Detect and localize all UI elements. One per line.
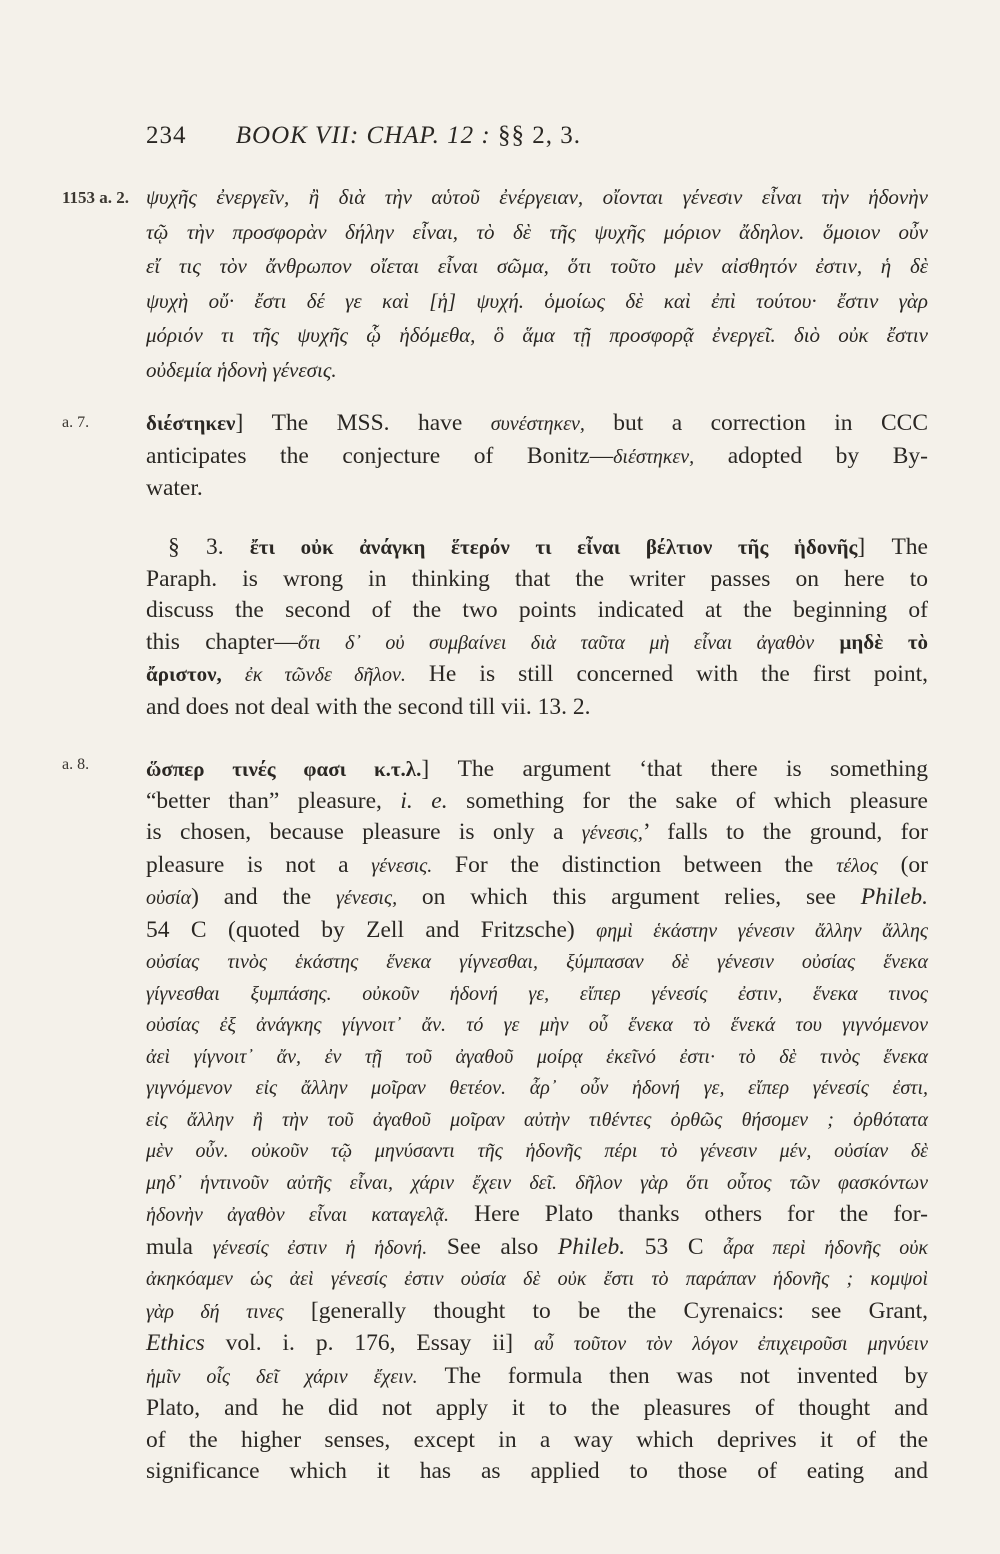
lemma: ἄριστον, xyxy=(146,662,222,686)
margin-reference: 1153 a. 2. xyxy=(62,188,130,207)
note-line xyxy=(146,1232,928,1265)
lemma: ὥσπερ τινές φασι κ.τ.λ. xyxy=(146,757,422,781)
note-line: Plato, and he did not apply it to the pleasures of thought and xyxy=(146,1395,928,1421)
note-text: [generally thought to be the Cyrenaics: see Grant, xyxy=(283,1297,928,1324)
italic-text: Phileb. xyxy=(557,1233,626,1260)
note-text: adopted by By- xyxy=(694,442,929,469)
note-line: ἀεὶ γίγνοιτ᾽ ἄν, ἐν τῇ τοῦ ἀγαθοῦ μοίρᾳ ἐκεῖνό ἐστι· τὸ δὲ τινὸς ἕνεκα xyxy=(146,1045,928,1068)
note-line: γιγνόμενον εἰς ἄλλην μοῖραν θετέον. ἆρ᾽ οὖν ἡδονή γε, εἴπερ γένεσίς ἐστι, xyxy=(146,1077,928,1099)
note-text: He is still concerned with the first point, xyxy=(405,661,928,687)
note-line xyxy=(146,1199,928,1232)
note-line: of the higher senses, except in a way which deprives it of the xyxy=(146,1426,928,1453)
note-text: this chapter— xyxy=(146,628,298,655)
commentary-note xyxy=(146,408,928,505)
greek-quotation xyxy=(146,180,928,387)
commentary-note xyxy=(146,754,928,1488)
margin-reference: a. 7. xyxy=(62,414,90,431)
note-text: ] The argument ‘that there is something xyxy=(421,756,928,782)
note-line xyxy=(146,408,928,441)
note-text: 54 C (quoted by Zell and Fritzsche) xyxy=(146,916,597,943)
note-line: μηδ᾽ ἡντινοῦν αὐτῆς εἶναι, χάριν ἔχειν δεῖ. δῆλον γὰρ ὅτι οὗτος τῶν φασκόντων xyxy=(146,1171,928,1194)
note-line: μὲν οὖν. οὐκοῦν τῷ μηνύσαντι τῆς ἡδονῆς πέρι τὸ γένεσιν μέν, οὐσίαν δὲ xyxy=(146,1140,928,1162)
note-text: The formula then was not invented by xyxy=(417,1362,928,1389)
note-line: γίγνεσθαι ξυμπάσης. οὐκοῦν ἡδονή γε, εἴπερ γένεσίς ἐστιν, ἕνεκα τινος xyxy=(146,982,928,1005)
greek-text: γένεσις, xyxy=(336,887,398,909)
note-line: ἀκηκόαμεν ὡς ἀεὶ γένεσίς ἐστιν οὐσία δὲ οὐκ ἔστι τὸ παράπαν ἡδονῆς ; κομψοὶ xyxy=(146,1268,928,1290)
quote-line: τῷ τὴν προσφορὰν δήλην εἶναι, τὸ δὲ τῆς ψυχῆς μόριον ἄδηλον. ὅμοιον οὖν xyxy=(146,219,928,244)
running-title: BOOK VII: CHAP. 12 : xyxy=(235,122,491,149)
greek-text: διέστηκεν, xyxy=(613,445,695,468)
lemma: διέστηκεν xyxy=(146,411,236,435)
note-text: ] The xyxy=(857,534,928,560)
lemma: ἔτι οὐκ ἀνάγκη ἕτερόν τι εἶναι βέλτιον τῆς ἡδονῆς xyxy=(249,535,858,559)
note-text: ] The MSS. have xyxy=(235,410,491,436)
note-text: is chosen, because pleasure is only a xyxy=(146,819,582,845)
note-text: vol. i. p. 176, Essay ii] xyxy=(204,1330,534,1356)
note-text: mula xyxy=(146,1233,213,1260)
note-text: 53 C xyxy=(625,1233,724,1260)
note-text: anticipates the conjecture of Bonitz— xyxy=(146,442,614,469)
note-line xyxy=(146,850,928,883)
note-text: See also xyxy=(427,1233,558,1260)
note-text: Here Plato thanks others for the for- xyxy=(449,1201,928,1227)
greek-text: ἐκ τῶνδε δῆλον. xyxy=(244,664,406,686)
greek-text: γένεσίς ἐστιν ἡ ἡδονή. xyxy=(212,1236,428,1259)
note-line xyxy=(146,532,928,564)
note-text: For the distinction between the xyxy=(432,851,837,878)
greek-text: ἆρα περὶ ἡδονῆς οὐκ xyxy=(723,1236,928,1259)
note-line: water. xyxy=(146,475,203,501)
note-line xyxy=(146,1328,928,1361)
italic-text: Ethics xyxy=(146,1330,205,1356)
note-line: οὐσίας ἐξ ἀνάγκης γίγνοιτ᾽ ἄν. τό γε μὴν οὗ ἕνεκα τὸ ἕνεκά του γιγνόμενον xyxy=(146,1014,928,1036)
quote-line: εἴ τις τὸν ἄνθρωπον οἴεται εἶναι σῶμα, ὅτι τοῦτο μὲν αἰσθητόν ἐστιν, ἡ δὲ xyxy=(146,254,928,278)
margin-reference: a. 8. xyxy=(62,756,90,773)
greek-text: τέλος xyxy=(836,854,878,877)
note-line xyxy=(146,659,928,692)
greek-text: γὰρ δή τινες xyxy=(146,1300,284,1323)
note-text: but a correction in CCC xyxy=(584,410,928,436)
note-line xyxy=(146,1296,928,1329)
greek-text: ὅτι δ᾽ οὐ συμβαίνει διὰ ταῦτα μὴ εἶναι ἀγαθὸν xyxy=(297,631,815,654)
lemma: μηδὲ τὸ xyxy=(839,629,929,654)
note-line: Paraph. is wrong in thinking that the writer passes on here to xyxy=(146,565,928,592)
note-line xyxy=(146,627,928,660)
quote-line: ψυχὴ οὔ· ἔστι δέ γε καὶ [ἡ] ψυχή. ὁμοίως δὲ καὶ ἐπὶ τούτου· ἔστιν γὰρ xyxy=(146,288,928,313)
note-text: ) and the xyxy=(191,884,337,910)
note-text: “better than” pleasure, xyxy=(146,787,401,814)
note-line: significance which it has as applied to those of eating and xyxy=(146,1458,928,1484)
greek-text: φημὶ ἑκάστην γένεσιν ἄλλην ἄλλης xyxy=(596,919,928,942)
quote-line: οὐδεμία ἡδονὴ γένεσις. xyxy=(146,357,337,382)
page-number: 234 xyxy=(146,122,187,149)
note-line: and does not deal with the second till vii. 13. 2. xyxy=(146,693,591,720)
note-line xyxy=(146,817,928,850)
greek-text: γένεσις, xyxy=(581,822,643,844)
quote-line: μόριόν τι τῆς ψυχῆς ᾧ ἡδόμεθα, ὃ ἅμα τῇ προσφορᾷ ἐνεργεῖ. διὸ οὐκ ἔστιν xyxy=(146,323,928,347)
note-text: (or xyxy=(877,851,929,878)
greek-text: οὐσία xyxy=(146,887,192,909)
section-range: §§ 2, 3. xyxy=(497,122,581,149)
note-line xyxy=(146,1361,928,1394)
note-text: on which this argument relies, see xyxy=(397,884,861,910)
quote-line: ψυχῆς ἐνεργεῖν, ἢ διὰ τὴν αὑτοῦ ἐνέργειαν, οἴονται γένεσιν εἶναι τὴν ἡδονὴν xyxy=(146,185,928,209)
greek-text: ἡμῖν οἷς δεῖ χάριν ἔχειν. xyxy=(146,1365,418,1388)
italic-text: Phileb. xyxy=(860,884,928,910)
greek-text: γένεσις. xyxy=(371,854,433,877)
running-header xyxy=(146,122,786,150)
note-line: discuss the second of the two points indicated at the beginning of xyxy=(146,597,928,623)
note-line xyxy=(146,754,928,786)
greek-text: ἡδονὴν ἀγαθὸν εἶναι καταγελᾷ. xyxy=(146,1204,450,1226)
greek-text: συνέστηκεν, xyxy=(490,413,585,435)
commentary-note xyxy=(146,532,928,723)
section-mark: § 3. xyxy=(168,534,224,560)
note-line xyxy=(146,441,928,474)
note-line xyxy=(146,915,928,948)
note-text: pleasure is not a xyxy=(146,851,372,878)
note-line xyxy=(146,786,928,818)
note-text: ’ falls to the ground, for xyxy=(642,819,928,845)
note-line: εἰς ἄλλην ἢ τὴν τοῦ ἀγαθοῦ μοῖραν αὐτὴν τιθέντες ὀρθῶς θήσομεν ; ὀρθότατα xyxy=(146,1108,928,1131)
greek-text: αὖ τοῦτον τὸν λόγον ἐπιχειροῦσι μηνύειν xyxy=(534,1333,928,1355)
italic-text: i. e. xyxy=(400,787,448,814)
note-line: οὐσίας τινὸς ἑκάστης ἕνεκα γίγνεσθαι, ξύμπασαν δὲ γένεσιν οὐσίας ἕνεκα xyxy=(146,951,928,973)
note-line xyxy=(146,882,928,915)
note-text: something for the sake of which pleasure xyxy=(447,787,928,814)
